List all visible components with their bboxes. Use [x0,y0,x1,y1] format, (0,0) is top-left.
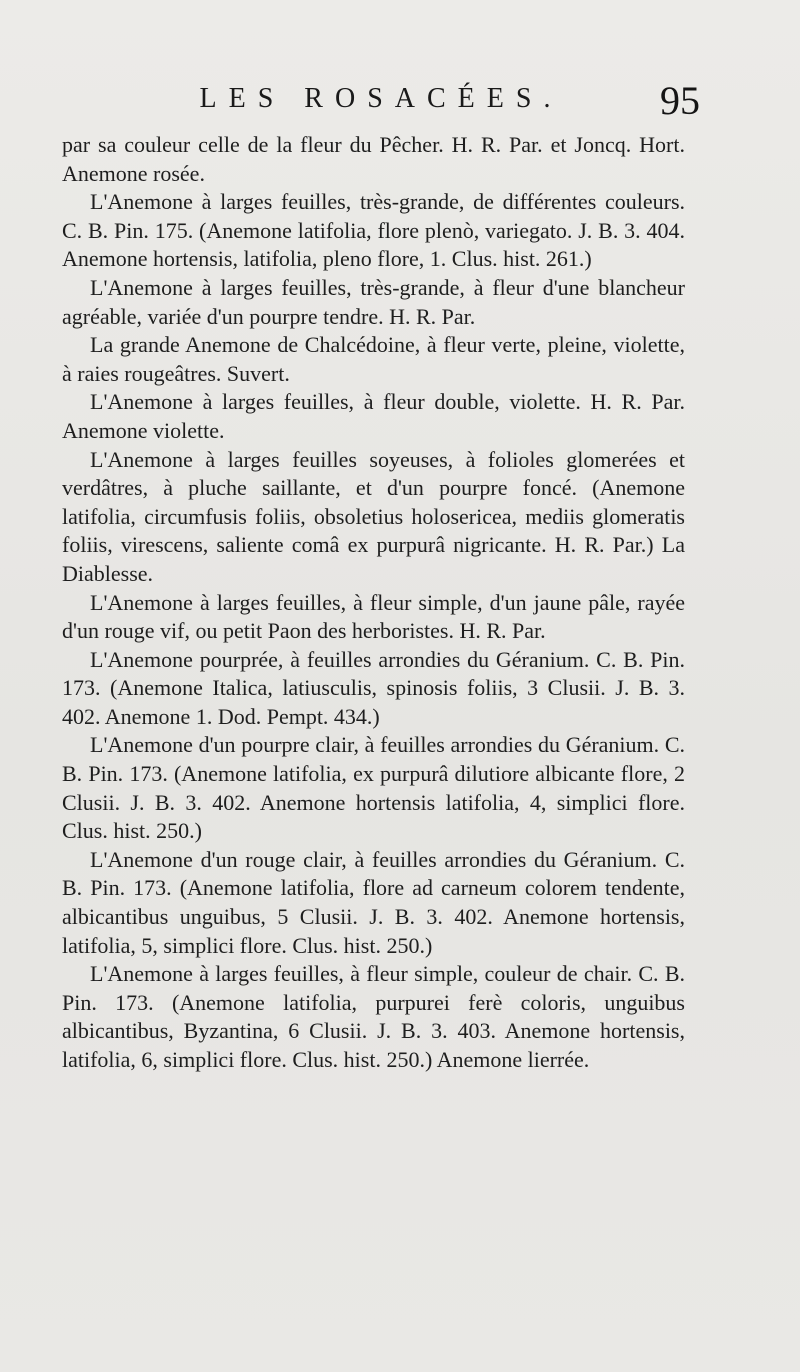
paragraph: L'Anemone d'un pourpre clair, à feuilles arrondies du Géranium. C. B. Pin. 173. (Anemone latifolia, ex purpurâ dilutiore albicante flore, 2 Clusii. J. B. 3. 402. Anemone hortensis latifolia, 4, simplici flore. Clus. hist. 250.) [62,732,685,844]
paragraph: L'Anemone d'un rouge clair, à feuilles arrondies du Géranium. C. B. Pin. 173. (Anemone latifolia, flore ad carneum colorem tendente, albicantibus unguibus, 5 Clusii. J. B. 3. 402. Anemone hortensis, latifolia, 5, simplici flore. Clus. hist. 250.) [62,846,685,958]
paragraph: L'Anemone à larges feuilles, à fleur simple, couleur de chair. C. B. Pin. 173. (Anemone latifolia, purpurei ferè coloris, unguibus albicantibus, Byzantina, 6 Clusii. J. B. 3. 403. Anemone hortensis, latifolia, 6, simplici flore. Clus. hist. 250.) Anemone lierrée. [62,961,685,1072]
paragraph: par sa couleur celle de la fleur du Pêcher. H. R. Par. et Joncq. Hort. Anemone rosée. [62,132,685,186]
paragraph: L'Anemone à larges feuilles soyeuses, à folioles glomerées et verdâtres, à pluche saillante, et d'un pourpre foncé. (Anemone latifolia, circumfusis foliis, obsoletius holosericea, mediis glomeratis foliis, virescens, saliente comâ ex purpurâ nigricante. H. R. Par.) La Diablesse. [62,446,685,586]
paragraph: La grande Anemone de Chalcédoine, à fleur verte, pleine, violette, à raies rougeâtres. Suvert. [62,332,685,386]
body-text [62,131,685,1075]
paragraph: L'Anemone à larges feuilles, à fleur simple, d'un jaune pâle, rayée d'un rouge vif, ou petit Paon des herboristes. H. R. Par. [62,589,685,644]
paragraph: L'Anemone à larges feuilles, très-grande, à fleur d'une blancheur agréable, variée d'un pourpre tendre. H. R. Par. [62,274,685,329]
paragraph: L'Anemone pourprée, à feuilles arrondies du Géranium. C. B. Pin. 173. (Anemone Italica, latiusculis, spinosis foliis, 3 Clusii. J. B. 3. 402. Anemone 1. Dod. Pempt. 434.) [62,646,685,729]
paragraph: L'Anemone à larges feuilles, très-grande, de différentes couleurs. C. B. Pin. 175. (Anemone latifolia, flore plenò, variegato. J. B. 3. 404. Anemone hortensis, latifolia, pleno flore, 1. Clus. hist. 261.) [62,189,685,272]
page-number: 95 [660,78,700,123]
page-header [62,78,700,131]
running-title: LES ROSACÉES. [199,83,563,114]
paragraph: L'Anemone à larges feuilles, à fleur double, violette. H. R. Par. Anemone violette. [62,389,685,443]
